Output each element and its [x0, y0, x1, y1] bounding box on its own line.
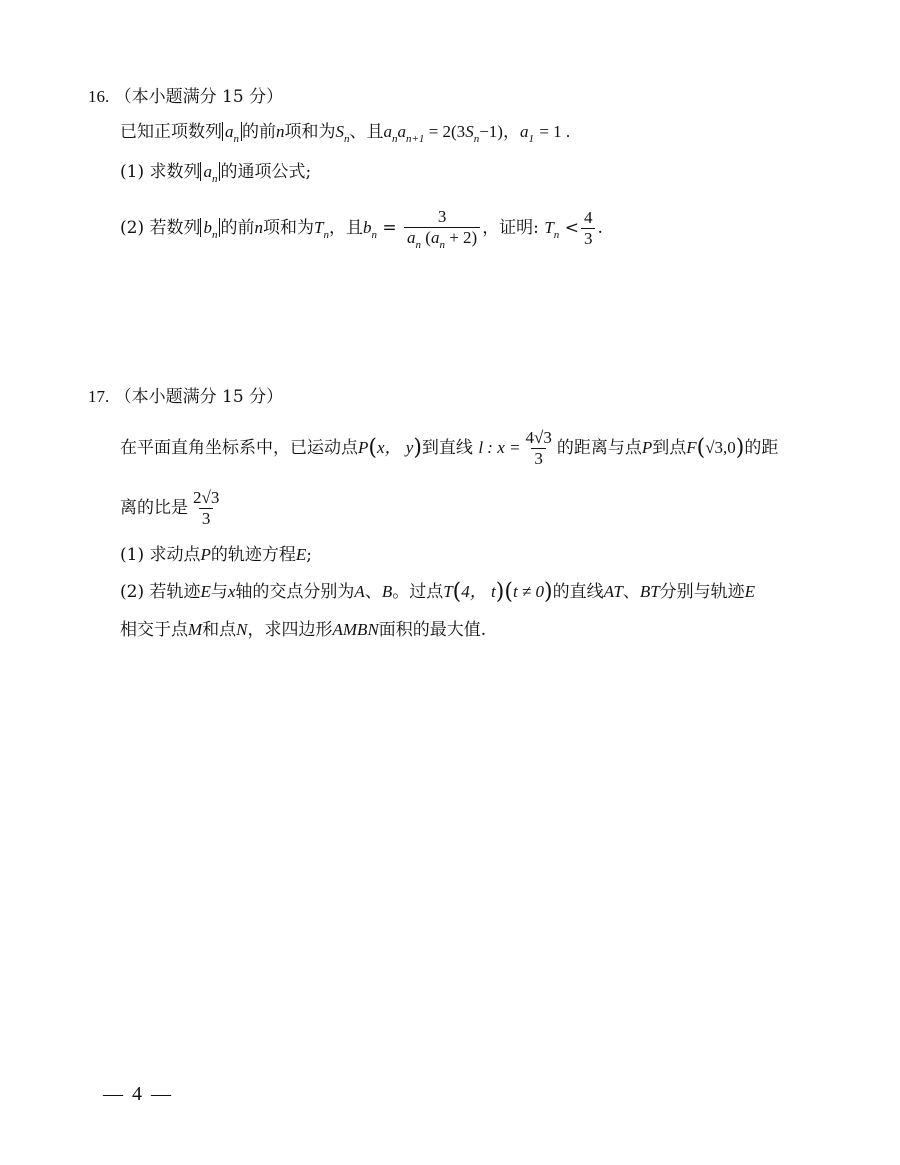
point-M: M	[188, 620, 203, 639]
point-T: T	[443, 582, 453, 601]
q17-number: 17.	[88, 387, 110, 406]
q17-line1: 在平面直角坐标系中，已运动点P(x， y)到直线 l : x = $\frac{4√3}{3}$ 的距离与点P到点F(√3,0)的距	[120, 428, 779, 468]
q17-p1-a: (1) 求动点	[120, 545, 201, 565]
point-P-3: P	[200, 545, 211, 564]
eq-rhs: = 2(3	[428, 122, 466, 141]
q16-stem	[120, 120, 570, 146]
var-n-2: n	[254, 218, 263, 237]
q16-number: 16.	[88, 87, 110, 106]
q16-p1-prefix: (1) 求数列	[120, 162, 201, 182]
q17-l3-c: ，求四边形	[247, 620, 333, 640]
q17-p2-c: 轴的交点分别为	[235, 582, 355, 602]
ratio-fraction: $\frac{2√3}{3}$	[193, 488, 220, 528]
q17-p1-b: 的轨迹方程	[210, 545, 296, 565]
q17-p2-d: 。过点	[392, 582, 444, 602]
q17-l3-a: 相交于点	[120, 620, 188, 640]
q17-line2	[120, 480, 224, 536]
q17-line3	[120, 618, 486, 642]
trace-E: E	[295, 545, 307, 564]
recurrence: $a_na_{n+1}$	[383, 122, 425, 145]
bn-fraction: $\frac{3}{a_n (a_n + 2)}$	[404, 207, 480, 250]
point-A: A	[354, 582, 365, 601]
q17-p2-a: (2) 若轨迹	[120, 582, 201, 602]
var-bn: $b_n$	[362, 218, 377, 241]
var-Tn-2: $T_n$	[544, 218, 560, 241]
q17-p2-f: 分别与轨迹	[659, 582, 745, 602]
condition: t ≠ 0	[512, 582, 544, 601]
q17-part2: (2) 若轨迹E与x轴的交点分别为A、B。过点T(4， t)(t ≠ 0)的直线AT、BT分别与轨迹E	[120, 579, 756, 605]
q16-part2: (2) 若数列 $b_n$ 的前n项和为$T_n$，且$b_n$ = $\frac{3}{a_n (a_n + 2)}$ ，证明: $T_n$ < $\frac{4}{3}$ .	[120, 207, 603, 251]
q16-stem-text-c: 项和为	[284, 122, 336, 142]
trace-E-3: E	[744, 582, 756, 601]
point-F-coords: √3,0	[705, 438, 736, 457]
q17-heading: （本小题满分 15 分）	[114, 387, 284, 407]
q16-p1-suffix: 的通项公式;	[220, 162, 312, 182]
line-BT: BT	[639, 582, 660, 601]
q16-p2-d: ，且	[328, 218, 363, 238]
q16-p2-prefix: (2) 若数列	[120, 218, 201, 238]
q16-stem-text-b: 的前	[242, 122, 276, 142]
q16-heading: （本小题满分 15 分）	[114, 87, 284, 107]
var-Sn: $S_n$	[335, 122, 350, 145]
eq-rhs-b: −1)	[479, 122, 503, 141]
page-number: — 4 —	[103, 1083, 173, 1105]
var-n: n	[276, 122, 285, 141]
sep: 、	[364, 582, 382, 602]
four-thirds: $\frac{4}{3}$	[581, 208, 596, 249]
line-l: l : x =	[478, 438, 521, 457]
seq-a-abs: $a_n$	[222, 122, 242, 141]
seq-b-abs: $b_n$	[200, 218, 220, 237]
q17-l1-b: 到直线	[421, 438, 473, 458]
point-P-2: P	[641, 438, 653, 457]
point-B: B	[381, 582, 393, 601]
q16-stem-text-d: 、且	[349, 122, 384, 142]
point-N: N	[236, 620, 248, 639]
a1: $a_1$	[519, 122, 534, 145]
q17-p2-e: 的直线	[552, 582, 604, 602]
q17-p2-b: 与	[210, 582, 228, 602]
q16-p2-b: 的前	[220, 218, 255, 238]
var-Sn-2: $S_n$	[465, 122, 480, 145]
axis-x: x	[227, 582, 236, 601]
q17-header	[88, 385, 283, 409]
point-P: P	[358, 438, 369, 457]
q16-end: .	[597, 218, 603, 238]
q16-prove: ，证明:	[482, 218, 539, 238]
q17-l1-d: 到点	[652, 438, 687, 458]
line-l-fraction: $\frac{4√3}{3}$	[525, 428, 552, 468]
q17-l1-a: 在平面直角坐标系中，已运动点	[120, 438, 358, 458]
seq-a-abs-2: $a_n$	[200, 162, 220, 181]
line-AT: AT	[603, 582, 623, 601]
q16-part1	[120, 160, 311, 186]
q17-l1-c: 的距离与点	[556, 438, 642, 458]
q17-l3-d: 面积的最大值.	[378, 620, 487, 640]
point-F: F	[686, 438, 697, 457]
point-P-coords: x， y	[376, 438, 414, 457]
q17-l2-a: 离的比是	[120, 498, 188, 518]
q16-stem-text: 已知正项数列	[120, 122, 222, 142]
q16-header	[88, 85, 283, 109]
quad-AMBN: AMBN	[332, 620, 379, 639]
q17-l3-b: 和点	[202, 620, 237, 640]
lt-sign: <	[564, 218, 579, 238]
sep-2: 、	[622, 582, 640, 602]
trace-E-2: E	[200, 582, 211, 601]
a1-eq: = 1 .	[539, 122, 571, 141]
q17-p1-end: ;	[306, 545, 312, 565]
q16-comma: ，	[502, 122, 520, 142]
q16-p2-c: 项和为	[262, 218, 314, 238]
q17-part1	[120, 543, 312, 567]
point-T-coords: 4， t	[461, 582, 496, 601]
var-Tn: $T_n$	[313, 218, 329, 241]
q17-l1-e: 的距	[744, 438, 779, 458]
